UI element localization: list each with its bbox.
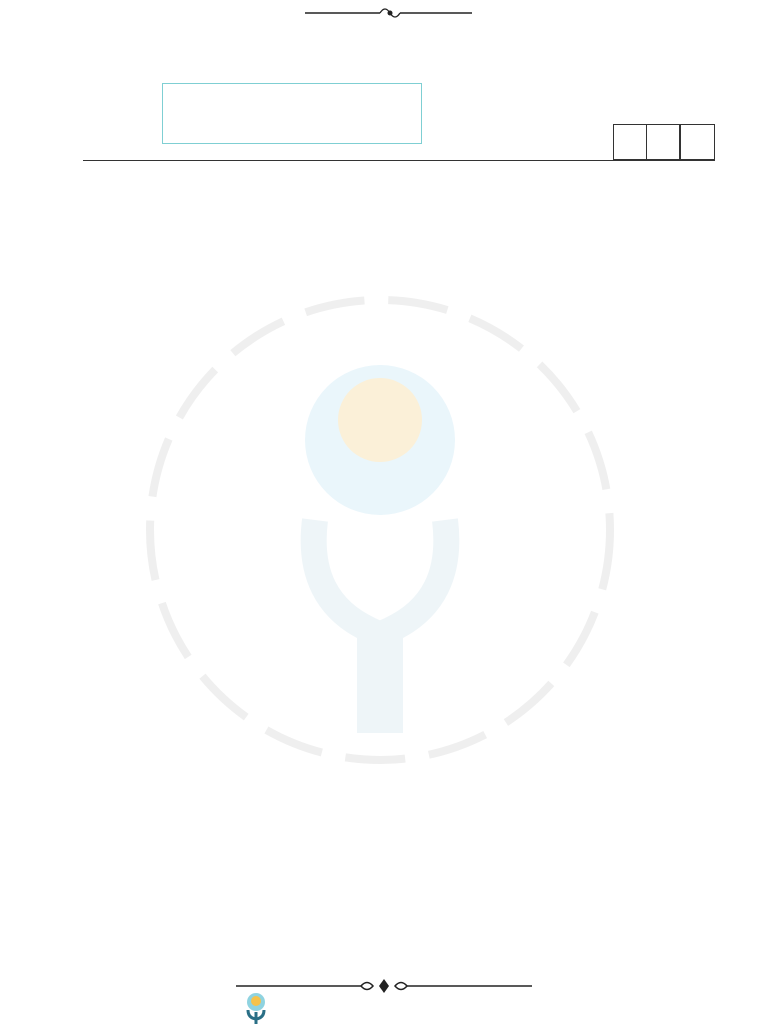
column-header [646, 124, 680, 160]
footer-ornament [236, 976, 532, 996]
top-ornament [300, 0, 480, 28]
brand-logo-icon [242, 992, 270, 1024]
column-header [680, 124, 715, 160]
column-header [613, 124, 647, 160]
table-top-line [83, 160, 715, 161]
legend-box [162, 83, 422, 144]
watermark-logo [120, 270, 640, 790]
